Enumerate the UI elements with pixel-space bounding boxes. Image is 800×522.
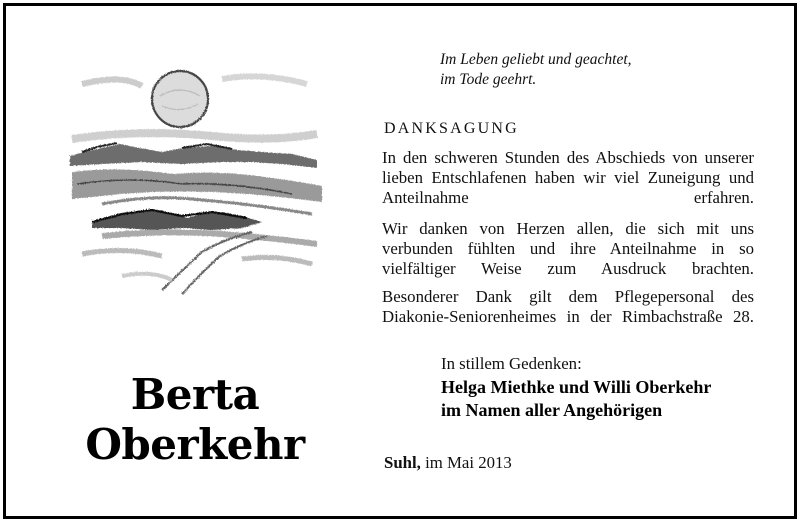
- quote-line-1: Im Leben geliebt und geachtet,: [440, 51, 632, 68]
- signers-relation: im Namen aller Angehörigen: [441, 400, 663, 420]
- place-city: Suhl,: [384, 453, 421, 472]
- place-date-text: im Mai 2013: [425, 453, 512, 472]
- quote-line-2: im Tode geehrt.: [440, 71, 537, 88]
- deceased-first-name: Berta: [130, 370, 260, 419]
- deceased-last-name: Oberkehr: [85, 420, 305, 469]
- signers-names: Helga Miethke und Willi Oberkehr: [441, 377, 712, 397]
- sun-landscape-illustration: [62, 44, 327, 298]
- paragraph-3: Besonderer Dank gilt dem Pflegepersonal des Diakonie-Seniorenheimes in der Rimbachstraße 28.: [382, 287, 754, 326]
- paragraph-2: Wir danken von Herzen allen, die sich mit uns verbunden fühlten und ihre Anteilnahme in so vielfältiger Weise zum Ausdruck brachten.: [382, 219, 754, 278]
- place-date: [384, 453, 512, 473]
- epitaph-quote: [440, 50, 632, 90]
- section-heading: DANKSAGUNG: [384, 120, 519, 137]
- memory-line: In stillem Gedenken:: [441, 354, 582, 373]
- signers-block: [441, 376, 711, 422]
- paragraph-1: In den schweren Stunden des Abschieds von unserer lieben Entschlafenen haben wir viel Zuneigung und Anteilnahme erfahren.: [382, 148, 754, 207]
